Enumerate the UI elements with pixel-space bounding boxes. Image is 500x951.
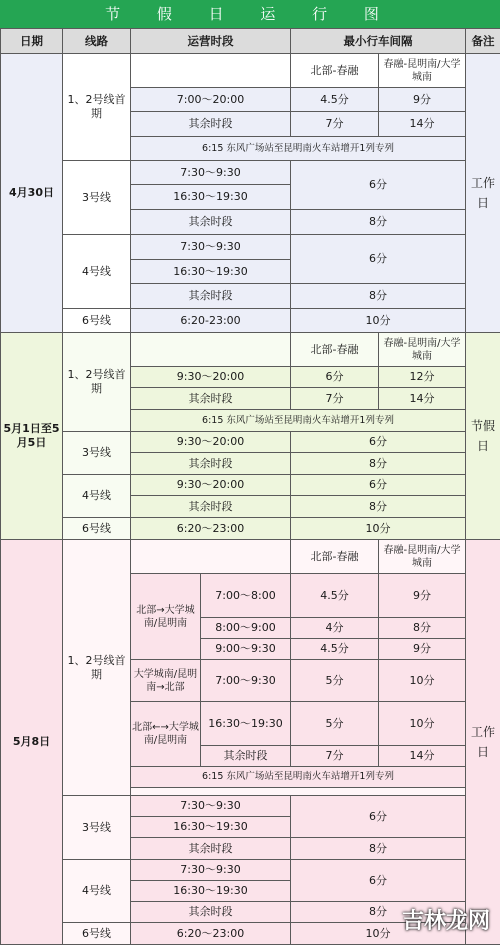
period-cell: 其余时段 bbox=[131, 388, 291, 410]
spacer-cell bbox=[131, 788, 466, 796]
interval-cell: 6分 bbox=[291, 161, 466, 210]
interval-a: 7分 bbox=[291, 112, 379, 137]
period-cell: 其余时段 bbox=[131, 838, 291, 860]
line-name: 3号线 bbox=[63, 432, 131, 475]
date-text: 5月1日至5月5日 bbox=[3, 422, 60, 449]
interval-cell: 6分 bbox=[291, 235, 466, 284]
line-name: 4号线 bbox=[63, 235, 131, 309]
period-cell: 7:00～20:00 bbox=[131, 88, 291, 112]
period-cell: 其余时段 bbox=[131, 902, 291, 923]
header-note: 备注 bbox=[466, 29, 500, 54]
special-train-note: 6:15 东风广场站至昆明南火车站增开1列专列 bbox=[131, 137, 466, 161]
interval-cell: 6分 bbox=[291, 796, 466, 838]
interval-b: 9分 bbox=[379, 574, 466, 618]
line-name: 1、2号线首期 bbox=[63, 54, 131, 161]
period-cell: 其余时段 bbox=[131, 453, 291, 475]
period-cell: 16:30～19:30 bbox=[201, 702, 291, 746]
col-a-header: 北部-春融 bbox=[291, 540, 379, 574]
note-cell: 工作日 bbox=[466, 540, 500, 945]
interval-cell: 8分 bbox=[291, 210, 466, 235]
header-date: 日期 bbox=[1, 29, 63, 54]
col-a-header: 北部-春融 bbox=[291, 54, 379, 88]
period-cell: 9:30～20:00 bbox=[131, 432, 291, 453]
interval-a: 5分 bbox=[291, 702, 379, 746]
period-blank bbox=[131, 54, 291, 88]
period-cell: 6:20-23:00 bbox=[131, 309, 291, 333]
interval-b: 9分 bbox=[379, 88, 466, 112]
date-cell: 5月8日 bbox=[1, 540, 63, 945]
header-line: 线路 bbox=[63, 29, 131, 54]
interval-a: 5分 bbox=[291, 660, 379, 702]
interval-b: 14分 bbox=[379, 746, 466, 767]
period-blank bbox=[131, 333, 291, 367]
table-header-row bbox=[1, 29, 500, 54]
interval-b: 8分 bbox=[379, 618, 466, 639]
section-may8 bbox=[1, 540, 500, 945]
interval-a: 7分 bbox=[291, 388, 379, 410]
interval-cell: 10分 bbox=[291, 518, 466, 540]
direction-label: 大学城南/昆明南→北部 bbox=[131, 660, 201, 702]
schedule-table bbox=[0, 28, 500, 945]
interval-cell: 8分 bbox=[291, 496, 466, 518]
col-b-header: 春融-昆明南/大学城南 bbox=[379, 54, 466, 88]
col-b-header: 春融-昆明南/大学城南 bbox=[379, 333, 466, 367]
section-apr30 bbox=[1, 54, 500, 333]
period-cell: 9:30～20:00 bbox=[131, 475, 291, 496]
period-cell: 6:20～23:00 bbox=[131, 923, 291, 945]
interval-cell: 6分 bbox=[291, 860, 466, 902]
interval-b: 9分 bbox=[379, 639, 466, 660]
header-interval: 最小行车间隔 bbox=[291, 29, 466, 54]
note-cell: 工作日 bbox=[466, 54, 500, 333]
period-blank bbox=[131, 540, 291, 574]
line-name: 6号线 bbox=[63, 923, 131, 945]
col-a-header: 北部-春融 bbox=[291, 333, 379, 367]
period-cell: 其余时段 bbox=[131, 210, 291, 235]
line-name: 4号线 bbox=[63, 860, 131, 923]
interval-a: 4.5分 bbox=[291, 639, 379, 660]
line-name: 3号线 bbox=[63, 796, 131, 860]
date-cell bbox=[1, 333, 63, 540]
interval-b: 12分 bbox=[379, 367, 466, 388]
period-cell: 其余时段 bbox=[131, 284, 291, 309]
period-cell: 7:00～9:30 bbox=[201, 660, 291, 702]
line-name: 3号线 bbox=[63, 161, 131, 235]
interval-a: 7分 bbox=[291, 746, 379, 767]
interval-a: 4分 bbox=[291, 618, 379, 639]
line-name: 1、2号线首期 bbox=[63, 333, 131, 432]
line-name: 1、2号线首期 bbox=[63, 540, 131, 796]
col-b-header: 春融-昆明南/大学城南 bbox=[379, 540, 466, 574]
period-cell: 16:30～19:30 bbox=[131, 185, 291, 210]
period-cell: 7:00～8:00 bbox=[201, 574, 291, 618]
interval-b: 10分 bbox=[379, 660, 466, 702]
period-cell: 9:30～20:00 bbox=[131, 367, 291, 388]
interval-cell: 8分 bbox=[291, 453, 466, 475]
header-period: 运营时段 bbox=[131, 29, 291, 54]
interval-cell: 8分 bbox=[291, 902, 466, 923]
period-cell: 9:00～9:30 bbox=[201, 639, 291, 660]
interval-cell: 10分 bbox=[291, 923, 466, 945]
period-cell: 16:30～19:30 bbox=[131, 817, 291, 838]
line-name: 4号线 bbox=[63, 475, 131, 518]
special-train-note: 6:15 东风广场站至昆明南火车站增开1列专列 bbox=[131, 767, 466, 788]
section-may1-5 bbox=[1, 333, 500, 540]
interval-cell: 10分 bbox=[291, 309, 466, 333]
period-cell: 6:20～23:00 bbox=[131, 518, 291, 540]
period-cell: 7:30～9:30 bbox=[131, 235, 291, 260]
direction-label: 北部→大学城南/昆明南 bbox=[131, 574, 201, 660]
period-cell: 8:00～9:00 bbox=[201, 618, 291, 639]
interval-a: 4.5分 bbox=[291, 88, 379, 112]
interval-b: 14分 bbox=[379, 388, 466, 410]
period-cell: 16:30～19:30 bbox=[131, 881, 291, 902]
page-title: 节 假 日 运 行 图 bbox=[0, 0, 500, 28]
interval-cell: 8分 bbox=[291, 284, 466, 309]
period-cell: 7:30～9:30 bbox=[131, 796, 291, 817]
interval-cell: 6分 bbox=[291, 432, 466, 453]
interval-b: 10分 bbox=[379, 702, 466, 746]
interval-cell: 6分 bbox=[291, 475, 466, 496]
interval-a: 6分 bbox=[291, 367, 379, 388]
interval-b: 14分 bbox=[379, 112, 466, 137]
watermark-logo: 吉林龙网 bbox=[401, 909, 490, 934]
period-cell: 7:30～9:30 bbox=[131, 161, 291, 185]
period-cell: 其余时段 bbox=[131, 496, 291, 518]
direction-label: 北部←→大学城南/昆明南 bbox=[131, 702, 201, 767]
period-cell: 其余时段 bbox=[201, 746, 291, 767]
interval-cell: 8分 bbox=[291, 838, 466, 860]
special-train-note: 6:15 东风广场站至昆明南火车站增开1列专列 bbox=[131, 410, 466, 432]
note-cell: 节假日 bbox=[466, 333, 500, 540]
interval-a: 4.5分 bbox=[291, 574, 379, 618]
period-cell: 其余时段 bbox=[131, 112, 291, 137]
date-cell: 4月30日 bbox=[1, 54, 63, 333]
period-cell: 16:30～19:30 bbox=[131, 260, 291, 284]
line-name: 6号线 bbox=[63, 518, 131, 540]
line-name: 6号线 bbox=[63, 309, 131, 333]
period-cell: 7:30～9:30 bbox=[131, 860, 291, 881]
